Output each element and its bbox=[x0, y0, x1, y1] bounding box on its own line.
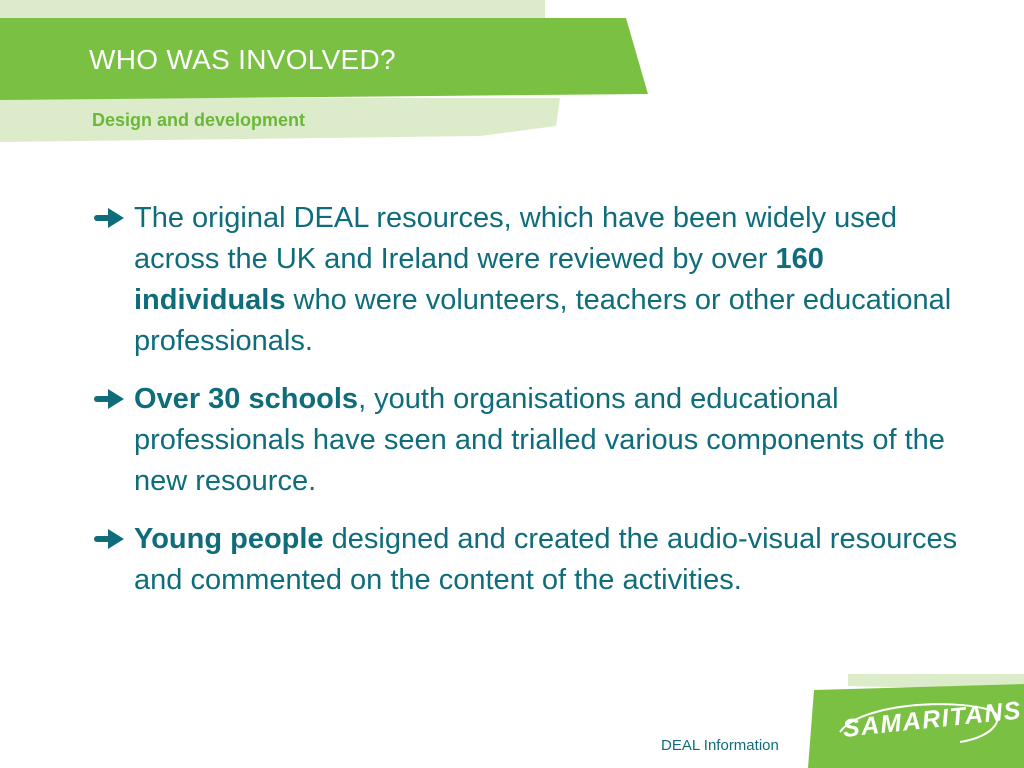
bullet-text bbox=[134, 519, 972, 601]
bullet-text-part: designed and created the audio-visual resources and commented on the content of the activities. bbox=[134, 523, 958, 596]
bullet-highlight: Young people bbox=[134, 523, 324, 555]
bullet-text bbox=[134, 198, 972, 362]
bullet-text-part: The original DEAL resources, which have been widely used across the UK and Ireland were reviewed by over bbox=[134, 202, 898, 275]
footer-label: DEAL Information bbox=[661, 737, 779, 754]
page-title: WHO WAS INVOLVED? bbox=[89, 44, 396, 75]
bullet-text-part: who were volunteers, teachers or other educational professionals. bbox=[134, 284, 952, 357]
bullet-item bbox=[92, 379, 972, 502]
page-subtitle: Design and development bbox=[92, 110, 306, 130]
bullet-item bbox=[92, 198, 972, 362]
arrow-right-icon bbox=[92, 525, 126, 553]
bullet-highlight: Over 30 schools bbox=[134, 383, 359, 415]
arrow-right-icon bbox=[92, 204, 126, 232]
bullet-item bbox=[92, 519, 972, 601]
bullet-highlight: 160 individuals bbox=[134, 243, 824, 316]
bullet-list bbox=[92, 198, 972, 618]
arrow-right-icon bbox=[92, 385, 126, 413]
bullet-text-part: , youth organisations and educational professionals have seen and trialled various components of the new resource. bbox=[134, 383, 945, 497]
samaritans-logo: SAMARITANS bbox=[841, 696, 1024, 743]
bullet-text bbox=[134, 379, 972, 502]
